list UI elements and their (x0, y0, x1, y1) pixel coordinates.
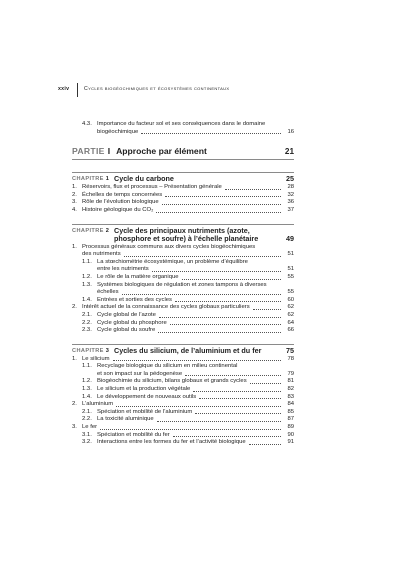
entry-page: 51 (287, 251, 294, 258)
toc-entry[interactable] (72, 401, 294, 409)
entry-text-line2: des nutriments (82, 251, 121, 258)
page-number: xxiv (58, 86, 70, 92)
entry-text-line2: biogéochimique (97, 128, 139, 135)
dot-leader (116, 406, 281, 407)
toc-entry[interactable] (72, 356, 294, 364)
entry-page: 78 (287, 355, 294, 362)
entry-number: 2.3. (82, 327, 92, 334)
chapter-title: Cycle du carbone (114, 174, 174, 184)
toc-entry[interactable] (72, 424, 294, 432)
dot-leader (165, 196, 281, 197)
entry-page: 28 (287, 184, 294, 191)
part-number: I (107, 146, 111, 157)
entry-page: 85 (287, 408, 294, 415)
entry-number: 1.3. (82, 386, 92, 393)
entry-number: 2.1. (82, 311, 92, 318)
dot-leader (113, 360, 282, 361)
toc-entry[interactable] (72, 439, 294, 447)
toc-entry[interactable] (82, 259, 294, 274)
entry-text: Le silicium et la production végétale (97, 386, 191, 393)
toc-entry[interactable] (82, 363, 294, 378)
chapter-page: 75 (286, 345, 294, 355)
chapter-heading[interactable] (72, 224, 294, 244)
entry-text: Échelles de temps concernées (82, 191, 163, 198)
entry-page: 90 (287, 431, 294, 438)
running-head (58, 86, 362, 98)
entry-page: 51 (287, 266, 294, 273)
entry-text-line1: Systèmes biologiques de régulation et zones tampons à diverses (97, 281, 267, 288)
header-divider (77, 83, 78, 97)
chapter-heading[interactable] (72, 172, 294, 184)
entry-text: Entrées et sorties des cycles (97, 296, 172, 303)
toc-entry[interactable] (72, 386, 294, 394)
toc-entry[interactable] (72, 274, 294, 282)
dot-leader (173, 436, 281, 437)
entry-text: Intérêt actuel de la connaissance des cycles globaux particuliers (82, 304, 250, 311)
entry-number: 1.4. (82, 393, 92, 400)
entry-number: 1. (72, 355, 77, 362)
entry-page: 66 (287, 327, 294, 334)
entry-page: 91 (287, 439, 294, 446)
entry-text: L’aluminium (82, 401, 114, 408)
entry-text: Cycle global du phosphore (97, 319, 167, 326)
entry-page: 83 (287, 393, 294, 400)
dot-leader (225, 189, 281, 190)
entry-text: Cycle global de l’azote (97, 311, 156, 318)
toc-entry[interactable] (72, 207, 294, 215)
entry-page: 62 (287, 311, 294, 318)
dot-leader (100, 429, 281, 430)
entry-number: 3.1. (82, 431, 92, 438)
toc-entry[interactable] (72, 184, 294, 192)
entry-text-line2: entre les nutriments (97, 266, 149, 273)
dot-leader (158, 332, 281, 333)
entry-number: 1.1. (82, 363, 92, 370)
chapter-page: 49 (286, 233, 294, 243)
chapter-title: Cycle des principaux nutriments (azote, phosphore et soufre) à l’échelle planétaire (114, 225, 259, 243)
entry-number: 2. (72, 304, 77, 311)
toc-entry[interactable] (72, 394, 294, 402)
dot-leader (182, 279, 281, 280)
entry-page: 87 (287, 416, 294, 423)
entry-text: Cycle global du soufre (97, 327, 156, 334)
entry-number: 2. (72, 191, 77, 198)
entry-number: 3.2. (82, 439, 92, 446)
toc-entry[interactable] (82, 282, 294, 297)
part-title: Approche par élément (116, 146, 207, 157)
entry-text-line1: Recyclage biologique du silicium en milieu continental (97, 363, 238, 370)
toc-entry[interactable] (72, 327, 294, 335)
entry-text-line2: et son impact sur la pédogenèse (97, 370, 183, 377)
entry-page: 82 (287, 386, 294, 393)
entry-text-line1: Importance du facteur sol et ses conséquences dans le domaine (97, 121, 266, 127)
entry-page: 79 (287, 370, 294, 377)
entry-text: Interactions entre les formes du fer et l’activité biologique (97, 439, 246, 446)
toc-entry[interactable] (72, 409, 294, 417)
part-heading[interactable] (72, 146, 294, 160)
entry-page: 37 (287, 206, 294, 213)
dot-leader (159, 317, 281, 318)
entry-number: 1.4. (82, 296, 92, 303)
toc-entry[interactable] (72, 416, 294, 424)
dot-leader (124, 256, 281, 257)
toc-entry[interactable] (72, 378, 294, 386)
entry-text-line1: La stœchiométrie écosystémique, un problème d’équilibre (97, 258, 248, 265)
chapter-label: CHAPITRE 2 (72, 227, 110, 234)
entry-text: Biogéochimie du silicium, bilans globaux et grands cycles (97, 378, 247, 385)
toc-entry[interactable] (72, 304, 294, 312)
entry-page: 89 (287, 424, 294, 431)
dot-leader (170, 324, 281, 325)
dot-leader (175, 301, 281, 302)
entry-text: Le développement de nouveaux outils (97, 393, 197, 400)
entry-number: 1.2. (82, 378, 92, 385)
entry-number: 1. (72, 243, 77, 250)
toc-entry[interactable] (72, 297, 294, 305)
dot-leader (250, 383, 281, 384)
dot-leader (253, 309, 281, 310)
entry-text: Spéciation et mobilité du fer (97, 431, 170, 438)
entry-text: Spéciation et mobilité de l’aluminium (97, 408, 193, 415)
entry-text: Réservoirs, flux et processus – Présentation générale (82, 184, 222, 191)
entry-text: Le rôle de la matière organique (97, 273, 179, 280)
entry-page: 81 (287, 378, 294, 385)
entry-number: 1.1. (82, 258, 92, 265)
entry-number: 2.2. (82, 416, 92, 423)
chapter-heading[interactable] (72, 344, 294, 356)
entry-text-line1: Processus généraux communs aux divers cycles biogéochimiques (82, 243, 256, 250)
entry-number: 3. (72, 199, 77, 206)
toc-entry[interactable] (72, 244, 294, 259)
entry-text: Le silicium (82, 355, 110, 362)
entry-text: Le fer (82, 424, 98, 431)
entry-page: 60 (287, 296, 294, 303)
dot-leader (185, 375, 281, 376)
entry-page: 55 (287, 289, 294, 296)
part-label: PARTIE (72, 146, 105, 157)
dot-leader (162, 204, 281, 205)
chapter-label: CHAPITRE 3 (72, 347, 110, 354)
toc-entry[interactable] (72, 320, 294, 328)
part-page: 21 (284, 147, 294, 157)
entry-number: 2.2. (82, 319, 92, 326)
chapter-title: Cycles du silicium, de l’aluminium et du fer (114, 345, 262, 355)
entry-text: La toxicité aluminique (97, 416, 154, 423)
toc-entry[interactable] (72, 312, 294, 320)
dot-leader (156, 212, 281, 213)
chapter-page: 25 (286, 174, 294, 184)
toc-entry[interactable] (82, 121, 294, 136)
entry-page: 55 (287, 273, 294, 280)
entry-page: 84 (287, 401, 294, 408)
entry-text: Histoire géologique du CO₂ (82, 206, 154, 213)
entry-page: 16 (287, 128, 294, 135)
chapter-label: CHAPITRE 1 (72, 176, 110, 183)
dot-leader (193, 391, 281, 392)
dot-leader (157, 421, 281, 422)
dot-leader (199, 398, 281, 399)
entry-page: 62 (287, 304, 294, 311)
entry-number: 2. (72, 401, 77, 408)
entry-page: 36 (287, 199, 294, 206)
dot-leader (249, 444, 281, 445)
entry-text: Rôle de l’évolution biologique (82, 199, 159, 206)
entry-number: 1.2. (82, 273, 92, 280)
running-title: Cycles biogéochimiques et écosystèmes continentaux (84, 86, 230, 92)
dot-leader (141, 133, 281, 134)
entry-number: 1.3. (82, 281, 92, 288)
dot-leader (152, 271, 281, 272)
entry-number: 3. (72, 424, 77, 431)
entry-page: 32 (287, 191, 294, 198)
entry-number: 1. (72, 184, 77, 191)
toc-entry[interactable] (72, 192, 294, 200)
entry-number: 2.1. (82, 408, 92, 415)
toc-entry[interactable] (72, 432, 294, 440)
toc-entry[interactable] (72, 199, 294, 207)
dot-leader (122, 294, 281, 295)
table-of-contents (72, 121, 294, 447)
dot-leader (195, 413, 281, 414)
entry-text-line2: échelles (97, 289, 119, 296)
entry-number: 4.3. (82, 121, 92, 127)
entry-page: 64 (287, 319, 294, 326)
entry-number: 4. (72, 206, 77, 213)
